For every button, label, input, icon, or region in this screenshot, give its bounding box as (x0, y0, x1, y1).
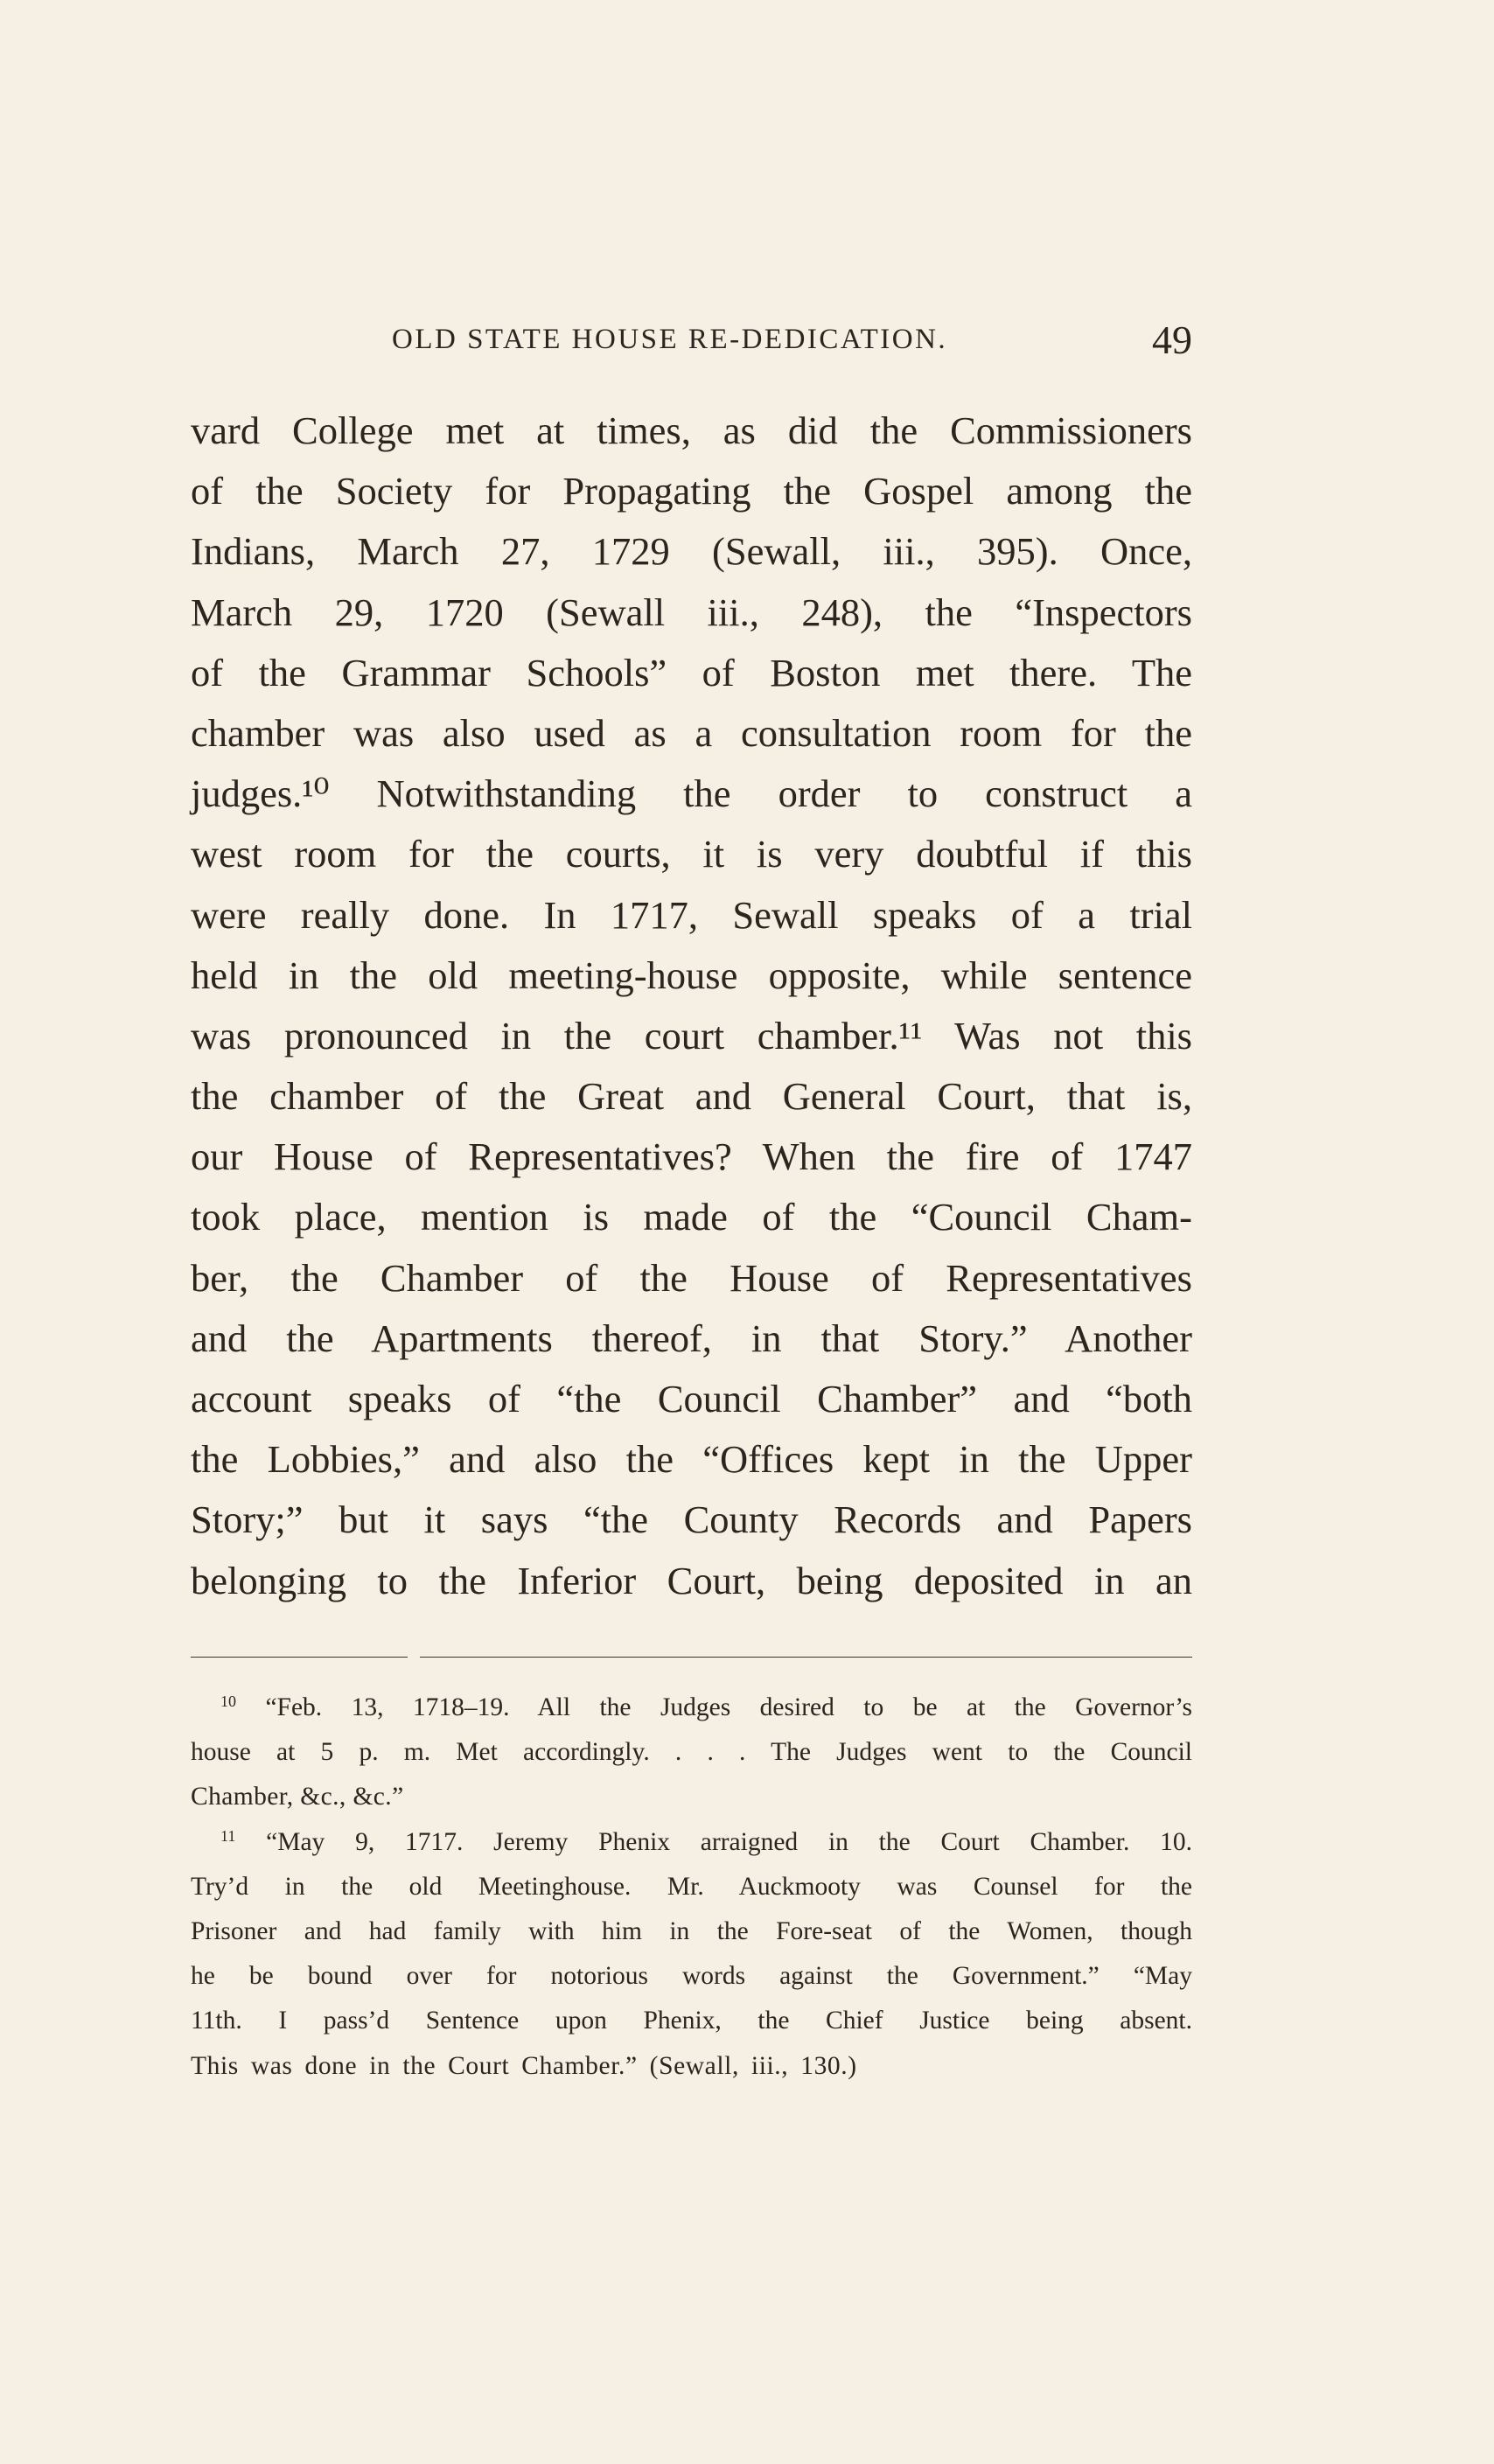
footnote-line (191, 1820, 1192, 1865)
footnote-line: 11th. I pass’d Sentence upon Phenix, the Chief Justice being absent. (191, 2007, 1192, 2035)
body-line: held in the old meeting-house opposite, while sentence (191, 953, 1192, 997)
footnote-marker: 11 (220, 1826, 236, 1845)
body-line: the chamber of the Great and General Court, that is, (191, 1074, 1192, 1119)
footnote-text: “May 9, 1717. Jeremy Phenix arraigned in the Court Chamber. 10. (266, 1827, 1192, 1856)
body-line: took place, mention is made of the “Council Cham- (191, 1195, 1192, 1239)
body-line: Story;” but it says “the County Records and Papers (191, 1497, 1192, 1542)
body-line: the Lobbies,” and also the “Offices kept in the Upper (191, 1437, 1192, 1482)
footnote-text: “Feb. 13, 1718–19. All the Judges desired to be at the Governor’s (265, 1693, 1192, 1721)
body-line: vard College met at times, as did the Commissioners (191, 408, 1192, 452)
page-number: 49 (1152, 318, 1192, 362)
body-line: March 29, 1720 (Sewall iii., 248), the “Inspectors (191, 590, 1192, 634)
body-line: of the Society for Propagating the Gospel among the (191, 469, 1192, 513)
footnote-line (191, 1686, 1192, 1730)
footnote-line: house at 5 p. m. Met accordingly. . . . The Judges went to the Council (191, 1738, 1192, 1767)
body-text (191, 401, 1192, 1611)
footnote-rule-break (408, 1652, 420, 1663)
body-line: judges.¹⁰ Notwithstanding the order to construct a (191, 771, 1192, 816)
body-line: west room for the courts, it is very doubtful if this (191, 832, 1192, 876)
body-line: of the Grammar Schools” of Boston met there. The (191, 650, 1192, 695)
footnote-line: Prisoner and had family with him in the Fore-seat of the Women, though (191, 1916, 1192, 1945)
running-head (191, 317, 1192, 369)
footnote-marker: 10 (220, 1693, 236, 1710)
body-line: Indians, March 27, 1729 (Sewall, iii., 395). Once, (191, 529, 1192, 574)
body-line: our House of Representatives? When the fire of 1747 (191, 1134, 1192, 1179)
body-line: account speaks of “the Council Chamber” and “both (191, 1377, 1192, 1420)
body-line: were really done. In 1717, Sewall speaks of a trial (191, 892, 1192, 937)
footnote-rule (191, 1657, 1192, 1658)
footnote-line: Try’d in the old Meetinghouse. Mr. Auckmooty was Counsel for the (191, 1872, 1192, 1901)
body-line: and the Apartments thereof, in that Story.” Another (191, 1316, 1192, 1360)
footnote-line: he be bound over for notorious words against the Government.” “May (191, 1962, 1192, 1991)
footnotes (191, 1686, 1192, 2089)
body-line: chamber was also used as a consultation room for the (191, 710, 1192, 755)
body-line: was pronounced in the court chamber.¹¹ Was not this (191, 1013, 1192, 1057)
running-title: OLD STATE HOUSE RE-DEDICATION. (392, 324, 948, 355)
body-line: belonging to the Inferior Court, being deposited in an (191, 1558, 1192, 1602)
footnote-line: Chamber, &c., &c.” (191, 1783, 404, 1811)
footnote-line: This was done in the Court Chamber.” (Sewall, iii., 130.) (191, 2051, 857, 2080)
body-line: ber, the Chamber of the House of Representatives (191, 1255, 1192, 1300)
